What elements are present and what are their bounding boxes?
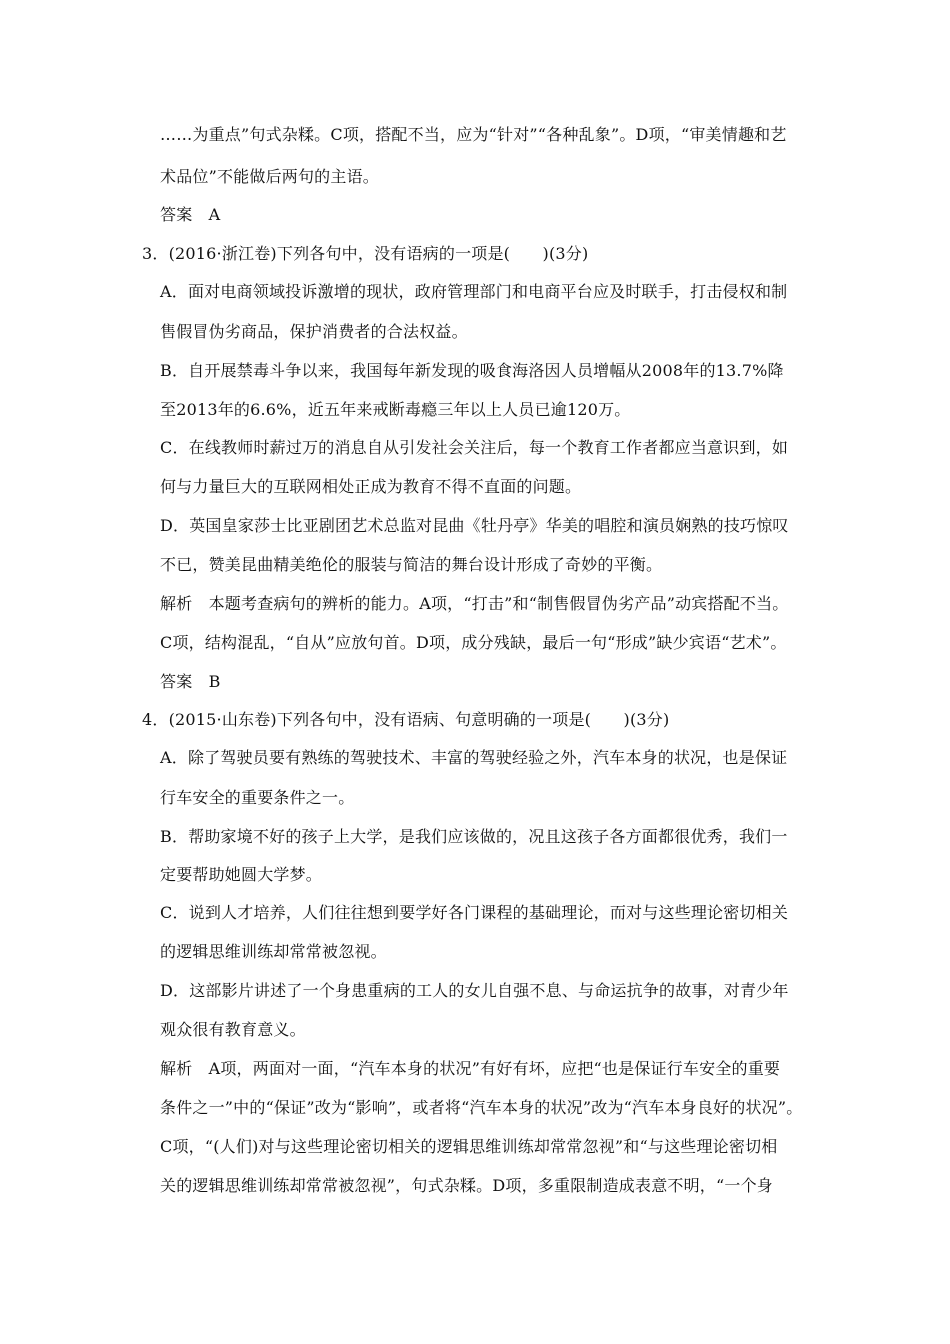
option-b-line: 定要帮助她圆大学梦。 xyxy=(160,865,323,884)
answer-line: 答案 A xyxy=(160,205,221,224)
option-c-line: C．说到人才培养，人们往往想到要学好各门课程的基础理论，而对与这些理论密切相关 xyxy=(160,903,789,922)
analysis-line: 条件之一”中的“保证”改为“影响”，或者将“汽车本身的状况”改为“汽车本身良好的状况”。 xyxy=(160,1098,803,1117)
analysis-line: C项，结构混乱，“自从”应放句首。D项，成分残缺，最后一句“形成”缺少宾语“艺术”。 xyxy=(160,633,787,652)
analysis-line: 解析 本题考查病句的辨析的能力。A项，“打击”和“制售假冒伪劣产品”动宾搭配不当。 xyxy=(160,594,789,613)
analysis-line: 关的逻辑思维训练却常常被忽视”，句式杂糅。D项，多重限制造成表意不明，“一个身 xyxy=(160,1176,773,1195)
option-a-line: A．除了驾驶员要有熟练的驾驶技术、丰富的驾驶经验之外，汽车本身的状况，也是保证 xyxy=(160,748,788,767)
option-a-line: 行车安全的重要条件之一。 xyxy=(160,788,355,807)
option-d-line: D．这部影片讲述了一个身患重病的工人的女儿自强不息、与命运抗争的故事，对青少年 xyxy=(160,981,789,1000)
option-b-line: 至2013年的6.6%，近五年来戒断毒瘾三年以上人员已逾120万。 xyxy=(160,400,631,419)
option-a-line: 售假冒伪劣商品，保护消费者的合法权益。 xyxy=(160,322,468,341)
option-b-line: B．帮助家境不好的孩子上大学，是我们应该做的，况且这孩子各方面都很优秀，我们一 xyxy=(160,827,788,846)
analysis-line: 解析 A项，两面对一面，“汽车本身的状况”有好有坏，应把“也是保证行车安全的重要 xyxy=(160,1059,781,1078)
analysis-line: C项，“(人们)对与这些理论密切相关的逻辑思维训练却常常忽视”和“与这些理论密切相 xyxy=(160,1137,778,1156)
text-line: ……为重点”句式杂糅。C项，搭配不当，应为“针对”“各种乱象”。D项，“审美情趣和艺 xyxy=(160,125,787,144)
option-d-line: 不已，赞美昆曲精美绝伦的服装与简洁的舞台设计形成了奇妙的平衡。 xyxy=(160,555,663,574)
question-4-stem: 4．(2015·山东卷)下列各句中，没有语病、句意明确的一项是( )(3分) xyxy=(142,710,670,729)
option-a-line: A．面对电商领域投诉激增的现状，政府管理部门和电商平台应及时联手，打击侵权和制 xyxy=(160,282,788,301)
option-b-line: B．自开展禁毒斗争以来，我国每年新发现的吸食海洛因人员增幅从2008年的13.7%降 xyxy=(160,361,784,380)
question-3-stem: 3．(2016·浙江卷)下列各句中，没有语病的一项是( )(3分) xyxy=(142,244,589,263)
text-line: 术品位”不能做后两句的主语。 xyxy=(160,167,379,186)
option-c-line: C．在线教师时薪过万的消息自从引发社会关注后，每一个教育工作者都应当意识到，如 xyxy=(160,438,789,457)
option-c-line: 的逻辑思维训练却常常被忽视。 xyxy=(160,942,387,961)
option-d-line: 观众很有教育意义。 xyxy=(160,1020,306,1039)
option-c-line: 何与力量巨大的互联网相处正成为教育不得不直面的问题。 xyxy=(160,477,582,496)
answer-line: 答案 B xyxy=(160,672,221,691)
option-d-line: D．英国皇家莎士比亚剧团艺术总监对昆曲《牡丹亭》华美的唱腔和演员娴熟的技巧惊叹 xyxy=(160,516,789,535)
